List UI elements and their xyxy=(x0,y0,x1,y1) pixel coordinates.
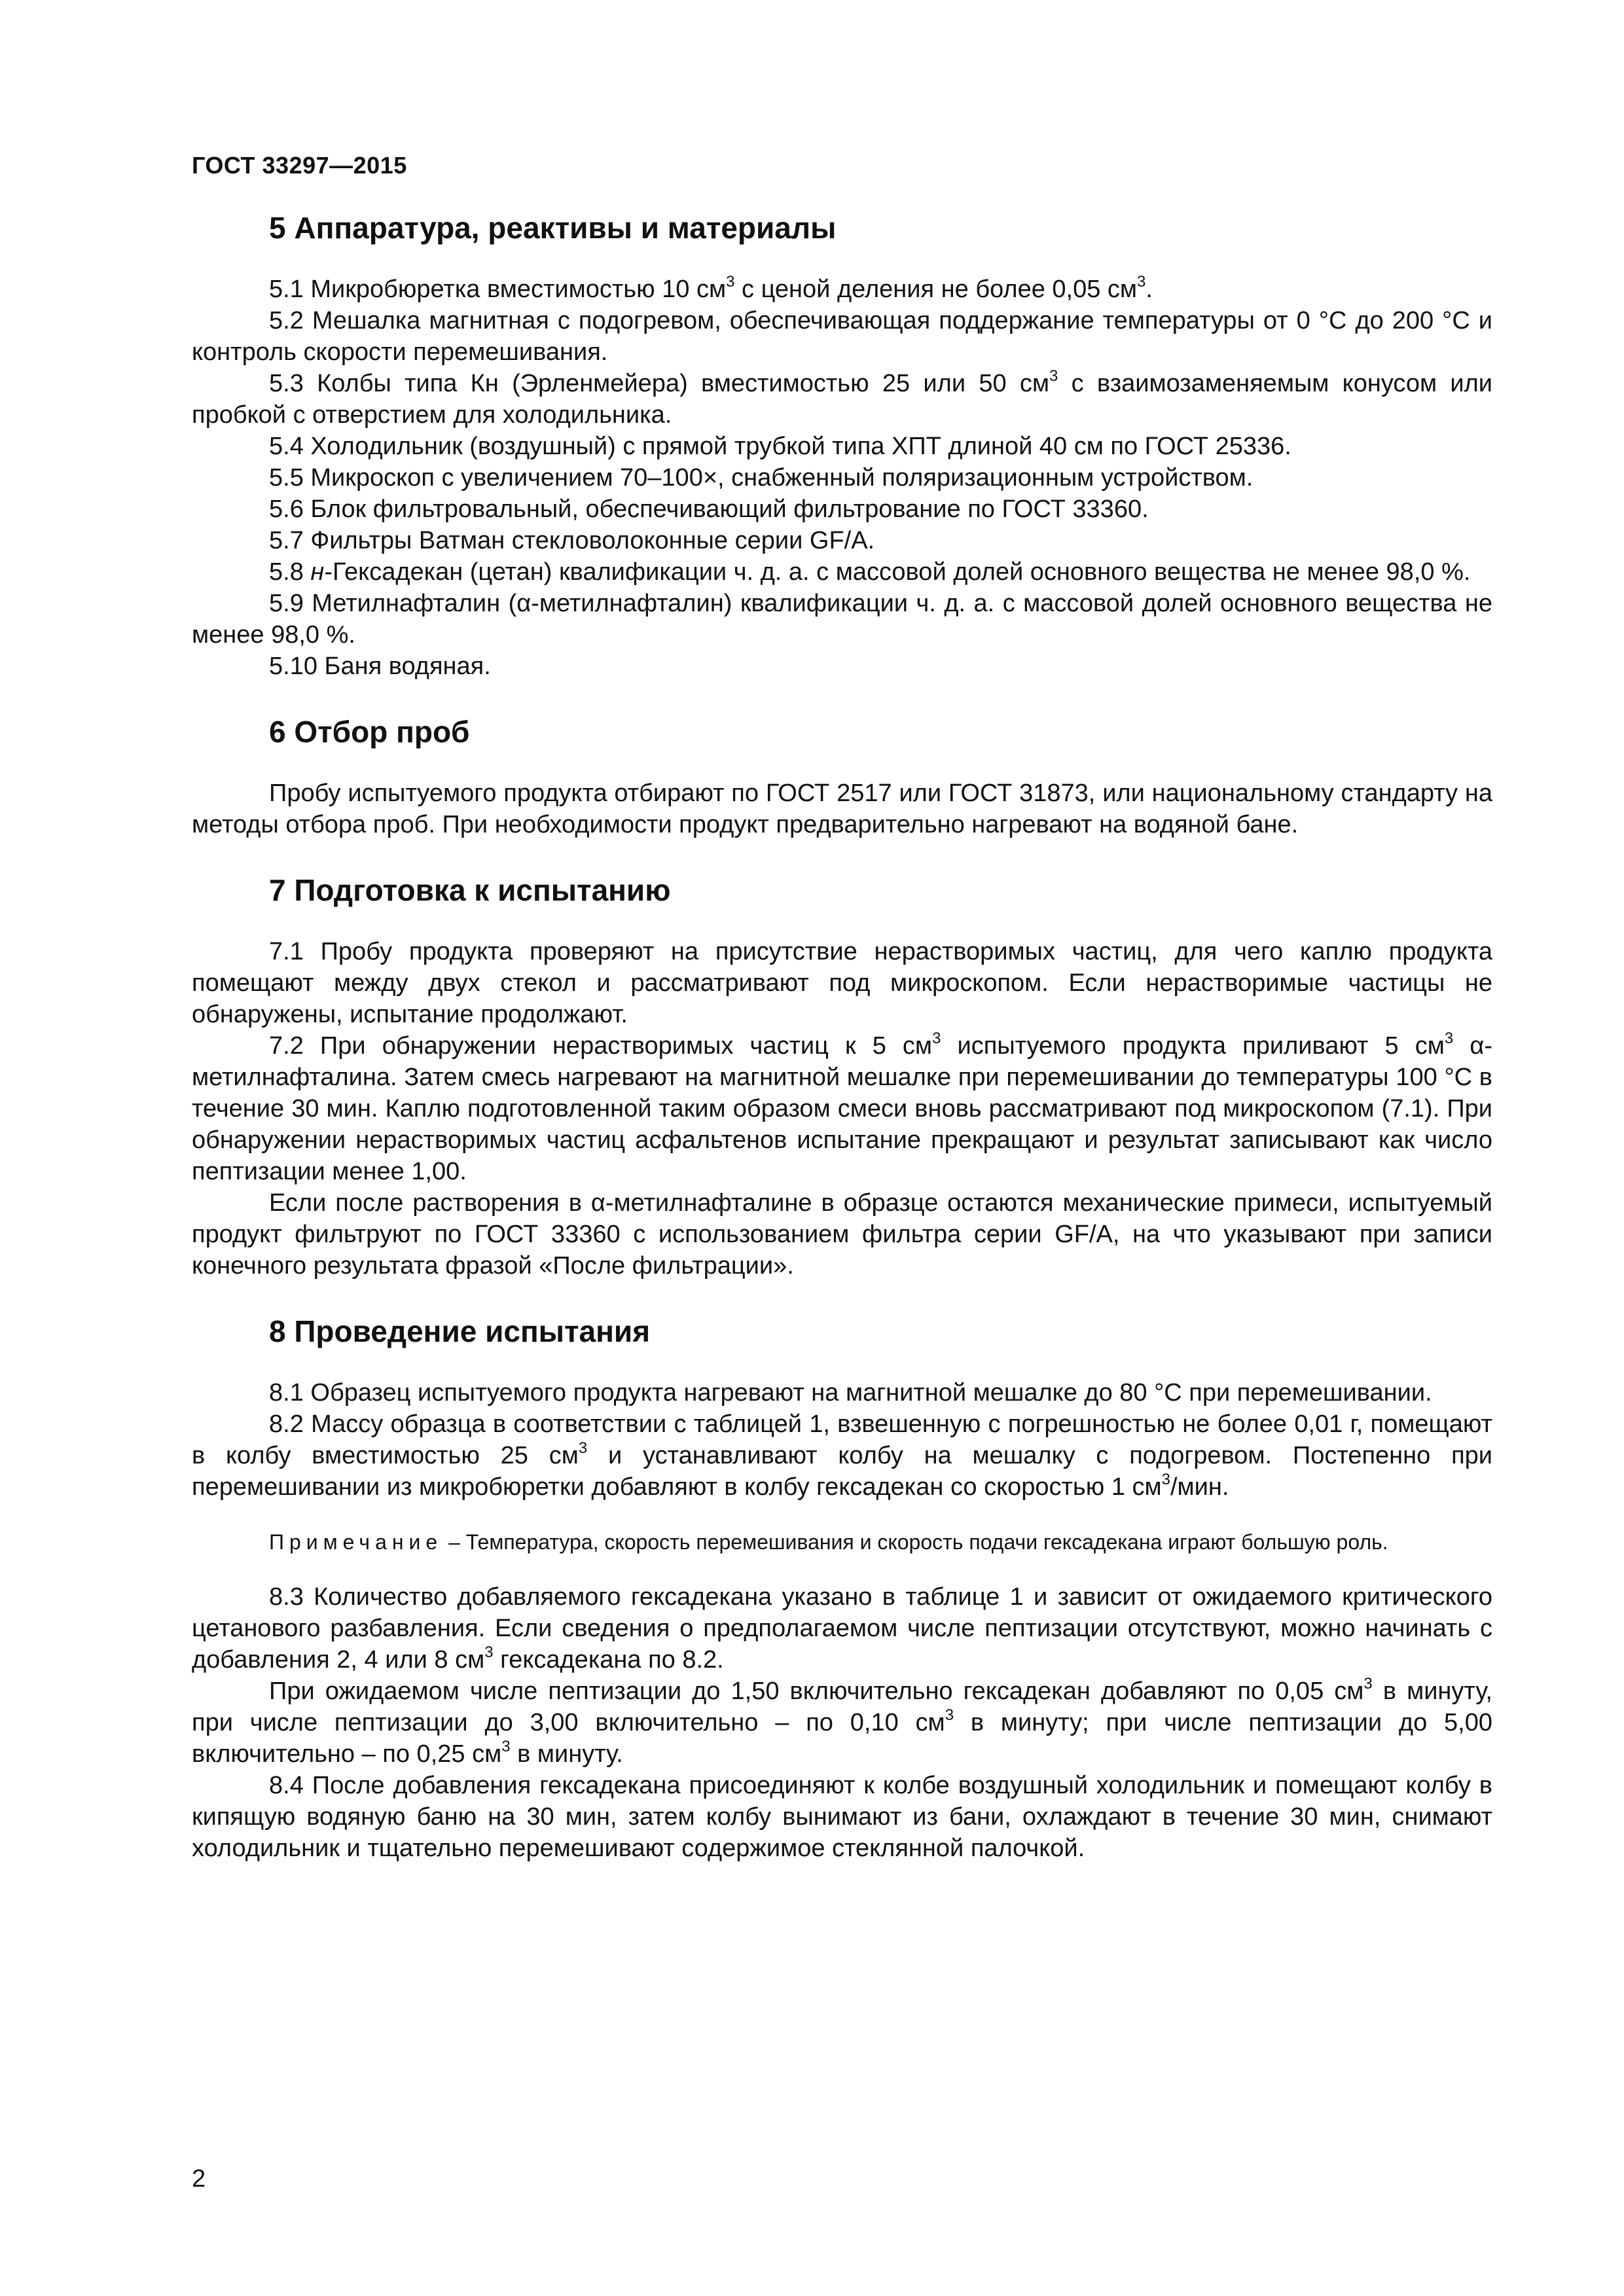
paragraph-5-6: 5.6 Блок фильтровальный, обеспечивающий фильтрование по ГОСТ 33360. xyxy=(269,495,1149,523)
paragraph-5-4: 5.4 Холодильник (воздушный) с прямой трубкой типа ХПТ длиной 40 см по ГОСТ 25336. xyxy=(269,433,1291,460)
paragraph-7-1: 7.1 Пробу продукта проверяют на присутствие нерастворимых частиц, для чего каплю продукта помещают между двух стекол и рассматривают под микроскопом. Если нерастворимые частицы не обнаружены, испытание продолжают. xyxy=(192,938,1492,1028)
paragraph-5-10: 5.10 Баня водяная. xyxy=(269,653,491,680)
paragraph-8-4: 8.4 После добавления гексадекана присоединяют к колбе воздушный холодильник и помещают колбу в кипящую водяную баню на 30 мин, затем колбу вынимают из бани, охлаждают в течение 30 мин, снимают холодильник и тщательно перемешивают содержимое стеклянной палочкой. xyxy=(192,1772,1492,1862)
paragraph-5-1: 5.1 Микробюретка вместимостью 10 $см^3$ с ценой деления не более 0,05 $см^3$. xyxy=(269,273,1153,303)
paragraph-5-3: 5.3 Колбы типа Кн (Эрленмейера) вместимостью 25 или 50 $см^3$ с взаимозаменяемым конусом или пробкой с отверстием для холодильника. xyxy=(192,367,1492,429)
section-6-title: 6 Отбор проб xyxy=(269,715,470,749)
paragraph-8-2: 8.2 Массу образца в соответствии с таблицей 1, взвешенную с погрешностью не более 0,01 г, помещают в колбу вместимостью 25 $см^3$ и устанавливают колбу на мешалку с подогревом. Постепенно при перемешивании из микробюретки добавляют в колбу гексадекан со скоростью 1 $см^3$/мин. xyxy=(192,1410,1493,1501)
paragraph-8-1: 8.1 Образец испытуемого продукта нагревают на магнитной мешалке до 80 °С при перемешивании. xyxy=(269,1379,1432,1407)
document-body xyxy=(192,208,1492,1864)
section-7-title: 7 Подготовка к испытанию xyxy=(269,873,671,907)
paragraph-8-3-rates: При ожидаемом числе пептизации до 1,50 включительно гексадекан добавляют по 0,05 $см^3$ в минуту, при числе пептизации до 3,00 включительно – по 0,10 $см^3$ в минуту; при числе пептизации до 5,00 включительно – по 0,25 $см^3$ в минуту. xyxy=(192,1675,1493,1768)
paragraph-5-7: 5.7 Фильтры Ватман стекловолоконные серии GF/A. xyxy=(269,527,875,554)
paragraph-7-3: Если после растворения в α-метилнафталине в образце остаются механические примеси, испытуемый продукт фильтруют по ГОСТ 33360 с использованием фильтра серии GF/A, на что указывают при записи конечного результата фразой «После фильтрации». xyxy=(192,1189,1492,1280)
page-number: 2 xyxy=(192,2165,206,2193)
paragraph-8-3: 8.3 Количество добавляемого гексадекана указано в таблице 1 и зависит от ожидаемого критического цетанового разбавления. Если сведения о предполагаемом числе пептизации отсутствуют, можно начинать с добавления 2, 4 или 8 $см^3$ гексадекана по 8.2. xyxy=(192,1583,1492,1674)
note-label: Примечание xyxy=(269,1530,443,1554)
note: Примечание – Температура, скорость перемешивания и скорость подачи гексадекана играют большую роль. xyxy=(269,1530,1388,1554)
paragraph-6: Пробу испытуемого продукта отбирают по ГОСТ 2517 или ГОСТ 31873, или национальному стандарту на методы отбора проб. При необходимости продукт предварительно нагревают на водяной бане. xyxy=(192,780,1492,838)
paragraph-5-2: 5.2 Мешалка магнитная с подогревом, обеспечивающая поддержание температуры от 0 °С до 200 °С и контроль скорости перемешивания. xyxy=(192,307,1492,366)
section-8-title: 8 Проведение испытания xyxy=(269,1314,651,1348)
section-5-title: 5 Аппаратура, реактивы и материалы xyxy=(269,211,837,245)
paragraph-5-8: 5.8 н-Гексадекан (цетан) квалификации ч. д. а. с массовой долей основного вещества не менее 98,0 %. xyxy=(269,558,1471,586)
paragraph-5-9: 5.9 Метилнафталин (α-метилнафталин) квалификации ч. д. а. с массовой долей основного вещества не менее 98,0 %. xyxy=(192,590,1492,649)
paragraph-7-2: 7.2 При обнаружении нерастворимых частиц к 5 $см^3$ испытуемого продукта приливают 5 $см^3$ α-метилнафталина. Затем смесь нагревают на магнитной мешалке при перемешивании до температуры 100 °С в течение 30 мин. Каплю подготовленной таким образом смеси вновь рассматривают под микроскопом (7.1). При обнаружении нерастворимых частиц асфальтенов испытание прекращают и результат записывают как число пептизации менее 1,00. xyxy=(192,1030,1493,1185)
paragraph-5-5: 5.5 Микроскоп с увеличением 70–100×, снабженный поляризационным устройством. xyxy=(269,464,1254,492)
document-id: ГОСТ 33297—2015 xyxy=(192,152,407,179)
